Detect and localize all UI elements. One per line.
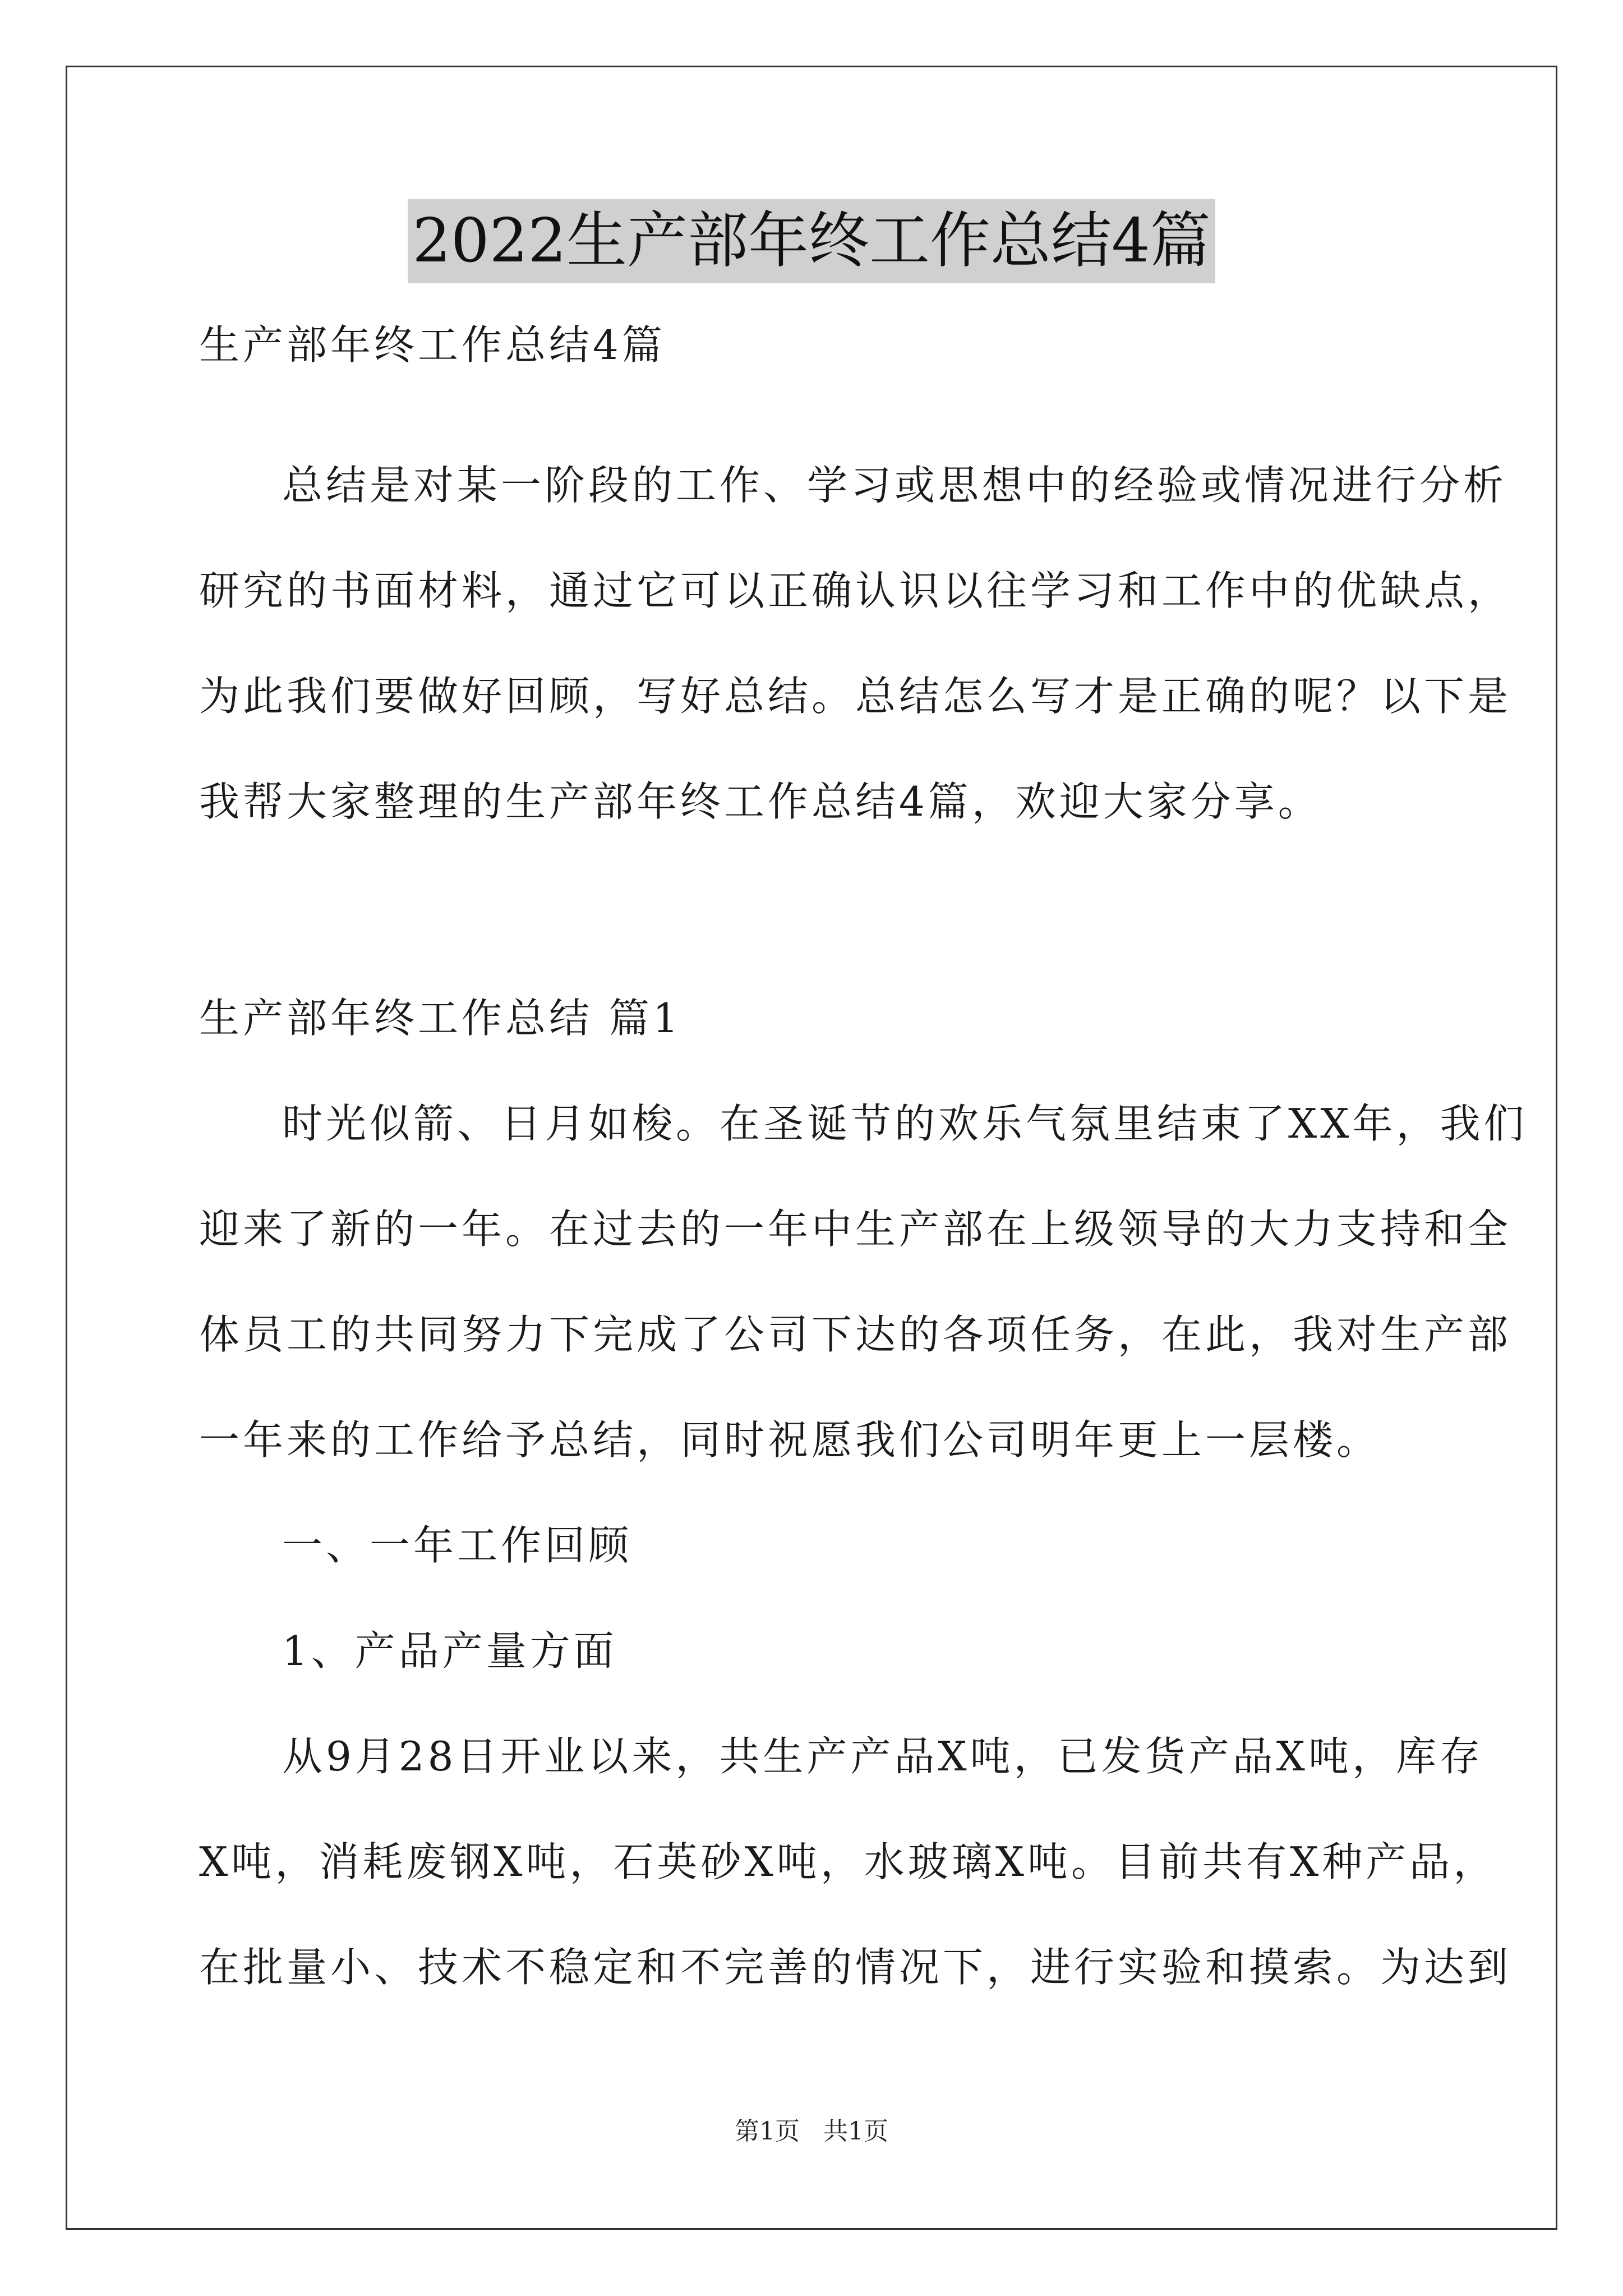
- intro-line: 为此我们要做好回顾，写好总结。总结怎么写才是正确的呢？以下是: [199, 673, 1512, 720]
- paragraph-line: 迎来了新的一年。在过去的一年中生产部在上级领导的大力支持和全: [199, 1205, 1512, 1253]
- paragraph-line: 从9月28日开业以来，共生产产品X吨，已发货产品X吨，库存: [282, 1733, 1483, 1780]
- subheading-output: 1、产品产量方面: [282, 1627, 617, 1674]
- intro-line: 总结是对某一阶段的工作、学习或思想中的经验或情况进行分析: [282, 462, 1507, 509]
- intro-line: 研究的书面材料，通过它可以正确认识以往学习和工作中的优缺点，: [199, 567, 1512, 614]
- title-container: [0, 199, 1623, 283]
- paragraph-line: 一年来的工作给予总结，同时祝愿我们公司明年更上一层楼。: [199, 1416, 1381, 1464]
- intro-line: 我帮大家整理的生产部年终工作总结4篇，欢迎大家分享。: [199, 778, 1322, 825]
- paragraph-line: 在批量小、技术不稳定和不完善的情况下，进行实验和摸索。为达到: [199, 1944, 1512, 1991]
- paragraph-line: 体员工的共同努力下完成了公司下达的各项任务，在此，我对生产部: [199, 1311, 1512, 1358]
- page-number: 第1页: [735, 2117, 800, 2146]
- page-footer: [0, 2115, 1623, 2148]
- paragraph-line: 时光似箭、日月如梭。在圣诞节的欢乐气氛里结束了XX年，我们: [282, 1100, 1528, 1147]
- subtitle: 生产部年终工作总结4篇: [199, 321, 666, 369]
- page-total: 共1页: [823, 2117, 888, 2146]
- paragraph-line: X吨，消耗废钢X吨，石英砂X吨，水玻璃X吨。目前共有X种产品，: [199, 1838, 1497, 1885]
- section-heading: 生产部年终工作总结 篇1: [199, 995, 682, 1042]
- subheading-review: 一、一年工作回顾: [282, 1522, 633, 1569]
- document-title: 2022生产部年终工作总结4篇: [408, 199, 1215, 283]
